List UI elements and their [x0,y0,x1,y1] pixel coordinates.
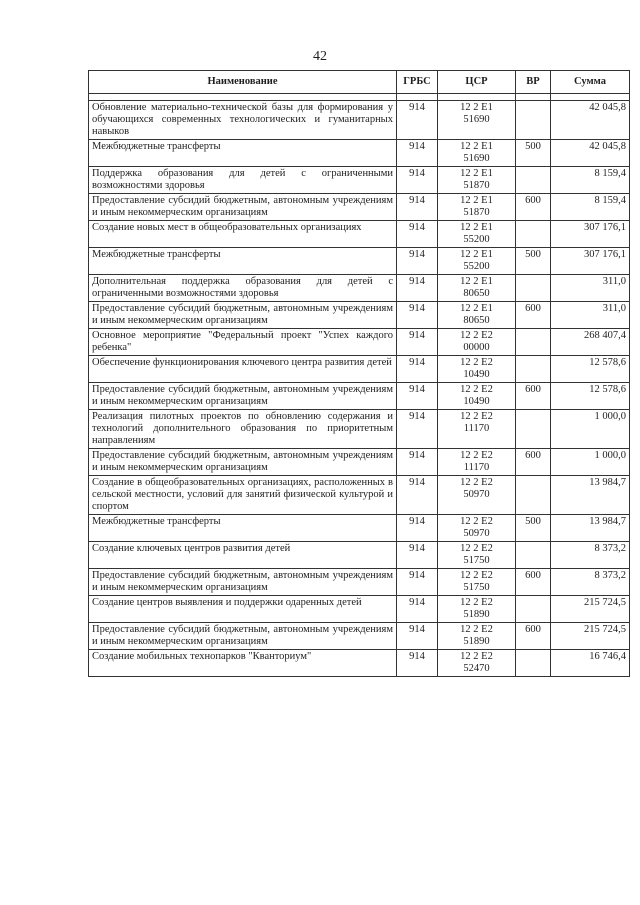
csr-code-part: 12 2 E1 [460,168,493,179]
table-row [89,356,630,383]
row-csr-cell [438,194,516,221]
row-csr-cell [438,596,516,623]
row-vr-cell: 600 [516,569,551,596]
row-csr-cell [438,449,516,476]
row-sum-cell: 42 045,8 [551,101,630,140]
row-name-cell: Создание ключевых центров развития детей [89,542,397,569]
spacer-cell [397,94,438,101]
spacer-cell [438,94,516,101]
row-sum-cell: 8 373,2 [551,569,630,596]
row-vr-cell [516,356,551,383]
row-sum-cell: 16 746,4 [551,650,630,677]
row-csr-cell [438,356,516,383]
row-grbs-cell: 914 [397,410,438,449]
csr-code-part: 50970 [463,528,490,539]
row-name-cell: Создание центров выявления и поддержки одаренных детей [89,596,397,623]
csr-code-part: 00000 [463,342,490,353]
row-csr-cell [438,542,516,569]
table-row [89,140,630,167]
row-grbs-cell: 914 [397,569,438,596]
row-vr-cell: 600 [516,302,551,329]
csr-code-part: 11170 [463,462,490,473]
row-csr-cell [438,101,516,140]
row-csr-cell [438,275,516,302]
csr-code-part: 51870 [463,180,490,191]
row-vr-cell [516,596,551,623]
row-name-cell: Предоставление субсидий бюджетным, автономным учреждениям и иным некоммерческим организациям [89,302,397,329]
row-vr-cell [516,410,551,449]
csr-code-part: 12 2 E1 [460,141,493,152]
header-csr: ЦСР [438,71,516,94]
row-vr-cell [516,167,551,194]
row-csr-cell [438,623,516,650]
row-csr-cell [438,569,516,596]
row-grbs-cell: 914 [397,101,438,140]
row-vr-cell [516,329,551,356]
csr-code-part: 80650 [463,315,490,326]
table-body [89,101,630,677]
row-vr-cell: 600 [516,449,551,476]
csr-code-part: 12 2 E2 [460,624,493,635]
csr-code-part: 10490 [463,396,490,407]
csr-code-part: 55200 [463,234,490,245]
csr-code-part: 12 2 E2 [460,543,493,554]
csr-code-part: 12 2 E1 [460,249,493,260]
row-vr-cell [516,275,551,302]
csr-code-part: 51750 [463,555,490,566]
row-csr-cell [438,476,516,515]
row-name-cell: Предоставление субсидий бюджетным, автономным учреждениям и иным некоммерческим организациям [89,569,397,596]
row-grbs-cell: 914 [397,194,438,221]
row-grbs-cell: 914 [397,275,438,302]
csr-code-part: 12 2 E1 [460,276,493,287]
row-sum-cell: 12 578,6 [551,356,630,383]
csr-code-part: 51690 [463,114,490,125]
row-csr-cell [438,410,516,449]
row-name-cell: Реализация пилотных проектов по обновлению содержания и технологий дополнительного образования по приоритетным направлениям [89,410,397,449]
table-row [89,449,630,476]
row-name-cell: Создание мобильных технопарков "Кванториум" [89,650,397,677]
row-grbs-cell: 914 [397,167,438,194]
row-grbs-cell: 914 [397,248,438,275]
csr-code-part: 50970 [463,489,490,500]
csr-code-part: 51890 [463,636,490,647]
table-row [89,515,630,542]
row-vr-cell: 600 [516,383,551,410]
row-grbs-cell: 914 [397,302,438,329]
row-grbs-cell: 914 [397,596,438,623]
row-sum-cell: 42 045,8 [551,140,630,167]
header-sum: Сумма [551,71,630,94]
table-row [89,410,630,449]
table-row [89,275,630,302]
csr-code-part: 52470 [463,663,490,674]
row-sum-cell: 311,0 [551,302,630,329]
table-row [89,596,630,623]
csr-code-part: 12 2 E2 [460,516,493,527]
csr-code-part: 12 2 E2 [460,597,493,608]
table-row [89,623,630,650]
spacer-cell [516,94,551,101]
row-grbs-cell: 914 [397,329,438,356]
row-csr-cell [438,221,516,248]
row-grbs-cell: 914 [397,515,438,542]
row-vr-cell: 600 [516,623,551,650]
row-sum-cell: 1 000,0 [551,410,630,449]
row-name-cell: Создание новых мест в общеобразовательных организациях [89,221,397,248]
row-grbs-cell: 914 [397,356,438,383]
row-vr-cell: 500 [516,515,551,542]
row-csr-cell [438,248,516,275]
row-sum-cell: 8 159,4 [551,194,630,221]
row-csr-cell [438,167,516,194]
row-name-cell: Предоставление субсидий бюджетным, автономным учреждениям и иным некоммерческим организациям [89,383,397,410]
row-name-cell: Основное мероприятие "Федеральный проект "Успех каждого ребенка" [89,329,397,356]
header-grbs: ГРБС [397,71,438,94]
csr-code-part: 12 2 E2 [460,450,493,461]
csr-code-part: 12 2 E2 [460,357,493,368]
csr-code-part: 51750 [463,582,490,593]
row-vr-cell: 500 [516,140,551,167]
csr-code-part: 12 2 E2 [460,651,493,662]
csr-code-part: 12 2 E2 [460,330,493,341]
csr-code-part: 55200 [463,261,490,272]
row-sum-cell: 307 176,1 [551,248,630,275]
row-grbs-cell: 914 [397,221,438,248]
row-sum-cell: 307 176,1 [551,221,630,248]
row-csr-cell [438,515,516,542]
row-vr-cell [516,650,551,677]
csr-code-part: 12 2 E1 [460,195,493,206]
spacer-cell [89,94,397,101]
row-grbs-cell: 914 [397,650,438,677]
csr-code-part: 11170 [463,423,490,434]
row-sum-cell: 13 984,7 [551,476,630,515]
row-grbs-cell: 914 [397,623,438,650]
row-sum-cell: 215 724,5 [551,623,630,650]
row-name-cell: Межбюджетные трансферты [89,248,397,275]
row-name-cell: Обеспечение функционирования ключевого центра развития детей [89,356,397,383]
row-name-cell: Предоставление субсидий бюджетным, автономным учреждениям и иным некоммерческим организациям [89,449,397,476]
row-name-cell: Обновление материально-технической базы для формирования у обучающихся современных технологических и гуманитарных навыков [89,101,397,140]
row-grbs-cell: 914 [397,140,438,167]
table-row [89,542,630,569]
row-vr-cell: 600 [516,194,551,221]
row-name-cell: Создание в общеобразовательных организациях, расположенных в сельской местности, условий для занятий физической культурой и спортом [89,476,397,515]
table-row [89,302,630,329]
row-grbs-cell: 914 [397,476,438,515]
csr-code-part: 12 2 E2 [460,570,493,581]
csr-code-part: 12 2 E2 [460,384,493,395]
csr-code-part: 51690 [463,153,490,164]
header-name: Наименование [89,71,397,94]
row-csr-cell [438,383,516,410]
row-vr-cell [516,476,551,515]
header-spacer-row [89,94,630,101]
row-name-cell: Дополнительная поддержка образования для детей с ограниченными возможностями здоровья [89,275,397,302]
csr-code-part: 12 2 E1 [460,102,493,113]
row-csr-cell [438,329,516,356]
csr-code-part: 12 2 E1 [460,222,493,233]
header-vr: ВР [516,71,551,94]
budget-table [88,70,630,677]
table-row [89,248,630,275]
row-vr-cell [516,101,551,140]
row-csr-cell [438,140,516,167]
row-name-cell: Межбюджетные трансферты [89,140,397,167]
csr-code-part: 51890 [463,609,490,620]
row-sum-cell: 8 159,4 [551,167,630,194]
row-grbs-cell: 914 [397,542,438,569]
table-row [89,383,630,410]
row-name-cell: Межбюджетные трансферты [89,515,397,542]
csr-code-part: 51870 [463,207,490,218]
row-csr-cell [438,650,516,677]
table-row [89,329,630,356]
csr-code-part: 10490 [463,369,490,380]
row-sum-cell: 13 984,7 [551,515,630,542]
row-sum-cell: 215 724,5 [551,596,630,623]
row-sum-cell: 12 578,6 [551,383,630,410]
csr-code-part: 80650 [463,288,490,299]
row-grbs-cell: 914 [397,383,438,410]
table-row [89,167,630,194]
row-csr-cell [438,302,516,329]
row-vr-cell [516,542,551,569]
table-row [89,101,630,140]
table-row [89,476,630,515]
spacer-cell [551,94,630,101]
row-sum-cell: 8 373,2 [551,542,630,569]
csr-code-part: 12 2 E2 [460,411,493,422]
row-name-cell: Предоставление субсидий бюджетным, автономным учреждениям и иным некоммерческим организациям [89,194,397,221]
csr-code-part: 12 2 E1 [460,303,493,314]
row-vr-cell [516,221,551,248]
row-grbs-cell: 914 [397,449,438,476]
row-vr-cell: 500 [516,248,551,275]
row-name-cell: Поддержка образования для детей с ограниченными возможностями здоровья [89,167,397,194]
table-row [89,569,630,596]
table-row [89,650,630,677]
row-sum-cell: 311,0 [551,275,630,302]
page-number: 42 [313,49,327,64]
csr-code-part: 12 2 E2 [460,477,493,488]
table-row [89,221,630,248]
row-sum-cell: 1 000,0 [551,449,630,476]
row-sum-cell: 268 407,4 [551,329,630,356]
table-header-row [89,71,630,94]
table-row [89,194,630,221]
row-name-cell: Предоставление субсидий бюджетным, автономным учреждениям и иным некоммерческим организациям [89,623,397,650]
